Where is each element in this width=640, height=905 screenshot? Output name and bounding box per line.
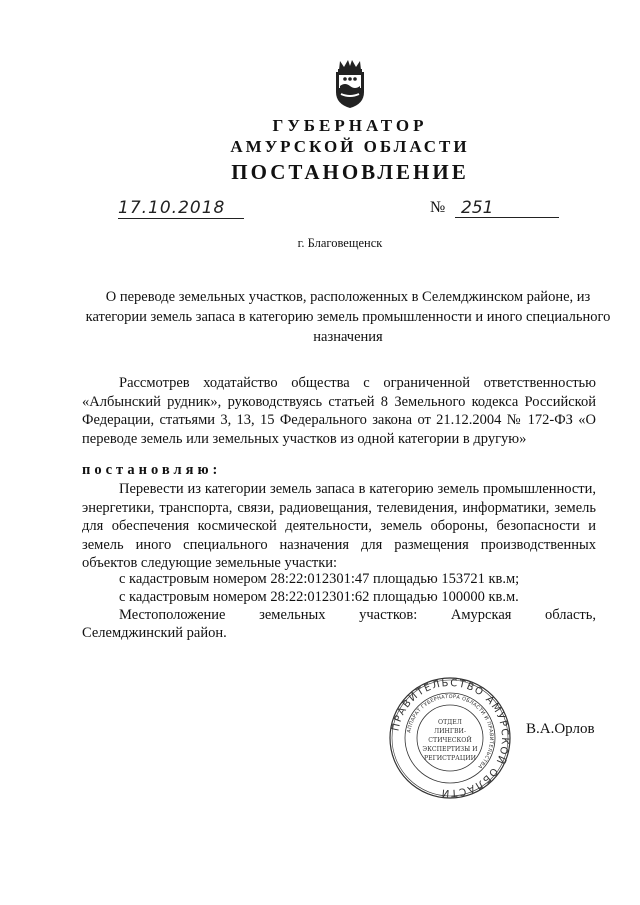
paragraph-1-text: Рассмотрев ходатайство общества с ограниченной ответственностью «Албынский рудник», руководствуясь статьей 8 Земельного кодекса Российской Федерации, статьями 3, 13, 15 Федерального закона от 21.12.2004 № 172-ФЗ «О переводе земель или земельных участков из одной категории в другую»: [82, 375, 596, 447]
stamp-center-line: ЛИНГВИ-: [433, 728, 467, 735]
location-word: земельных: [259, 607, 326, 623]
stamp-ring-text: ПРАВИТЕЛЬСТВО АМУРСКОЙ ОБЛАСТИ: [390, 677, 511, 799]
stamp-center-line: СТИЧЕСКОЙ: [428, 737, 472, 744]
cadastre-line-1: с кадастровым номером 28:22:012301:47 площадью 153721 кв.м;: [119, 571, 520, 587]
location-word: Местоположение: [119, 607, 226, 623]
header-governor: ГУБЕРНАТОР: [272, 116, 428, 135]
coat-of-arms-emblem: [330, 58, 370, 110]
header-region: АМУРСКОЙ ОБЛАСТИ: [230, 137, 470, 156]
date-handwritten: 17.10.2018: [118, 198, 244, 219]
resolve-word: постановляю:: [82, 462, 222, 478]
city-line: г. Благовещенск: [297, 236, 383, 250]
document-subject: О переводе земельных участков, расположенных в Селемджинском районе, из категории земель запаса в категорию земель промышленности и иного специального назначения: [85, 289, 611, 345]
cadastre-line-2: с кадастровым номером 28:22:012301:62 площадью 100000 кв.м.: [119, 589, 519, 605]
stamp-inner-ring-text: АППАРАТ ГУБЕРНАТОРА ОБЛАСТИ И ПРАВИТЕЛЬСТВА: [406, 693, 495, 770]
official-seal-stamp: [388, 676, 512, 800]
location-line-1: [119, 607, 596, 624]
location-word: Амурская: [450, 607, 512, 623]
stamp-center-line: РЕГИСТРАЦИИ: [423, 755, 477, 762]
paragraph-2-text: Перевести из категории земель запаса в категорию земель промышленности, энергетики, транспорта, связи, радиовещания, телевидения, информатики, земель для обеспечения космической деятельности, земель обороны, безопасности и земель иного специального назначения для размещения производственных объектов следующие земельные участки:: [82, 481, 596, 571]
location-word: область,: [545, 607, 596, 623]
body-paragraph-1: [82, 374, 596, 448]
stamp-center-line: ЭКСПЕРТИЗЫ И: [422, 746, 478, 753]
number-label: №: [430, 199, 446, 216]
body-paragraph-2: [82, 480, 596, 573]
signer-name: В.А.Орлов: [526, 721, 595, 737]
document-type-title: ПОСТАНОВЛЕНИЕ: [231, 160, 469, 184]
location-word: участков:: [359, 607, 418, 623]
stamp-center-line: ОТДЕЛ: [438, 719, 462, 726]
location-line-2: Селемджинский район.: [82, 625, 227, 641]
number-handwritten: 251: [455, 198, 559, 218]
